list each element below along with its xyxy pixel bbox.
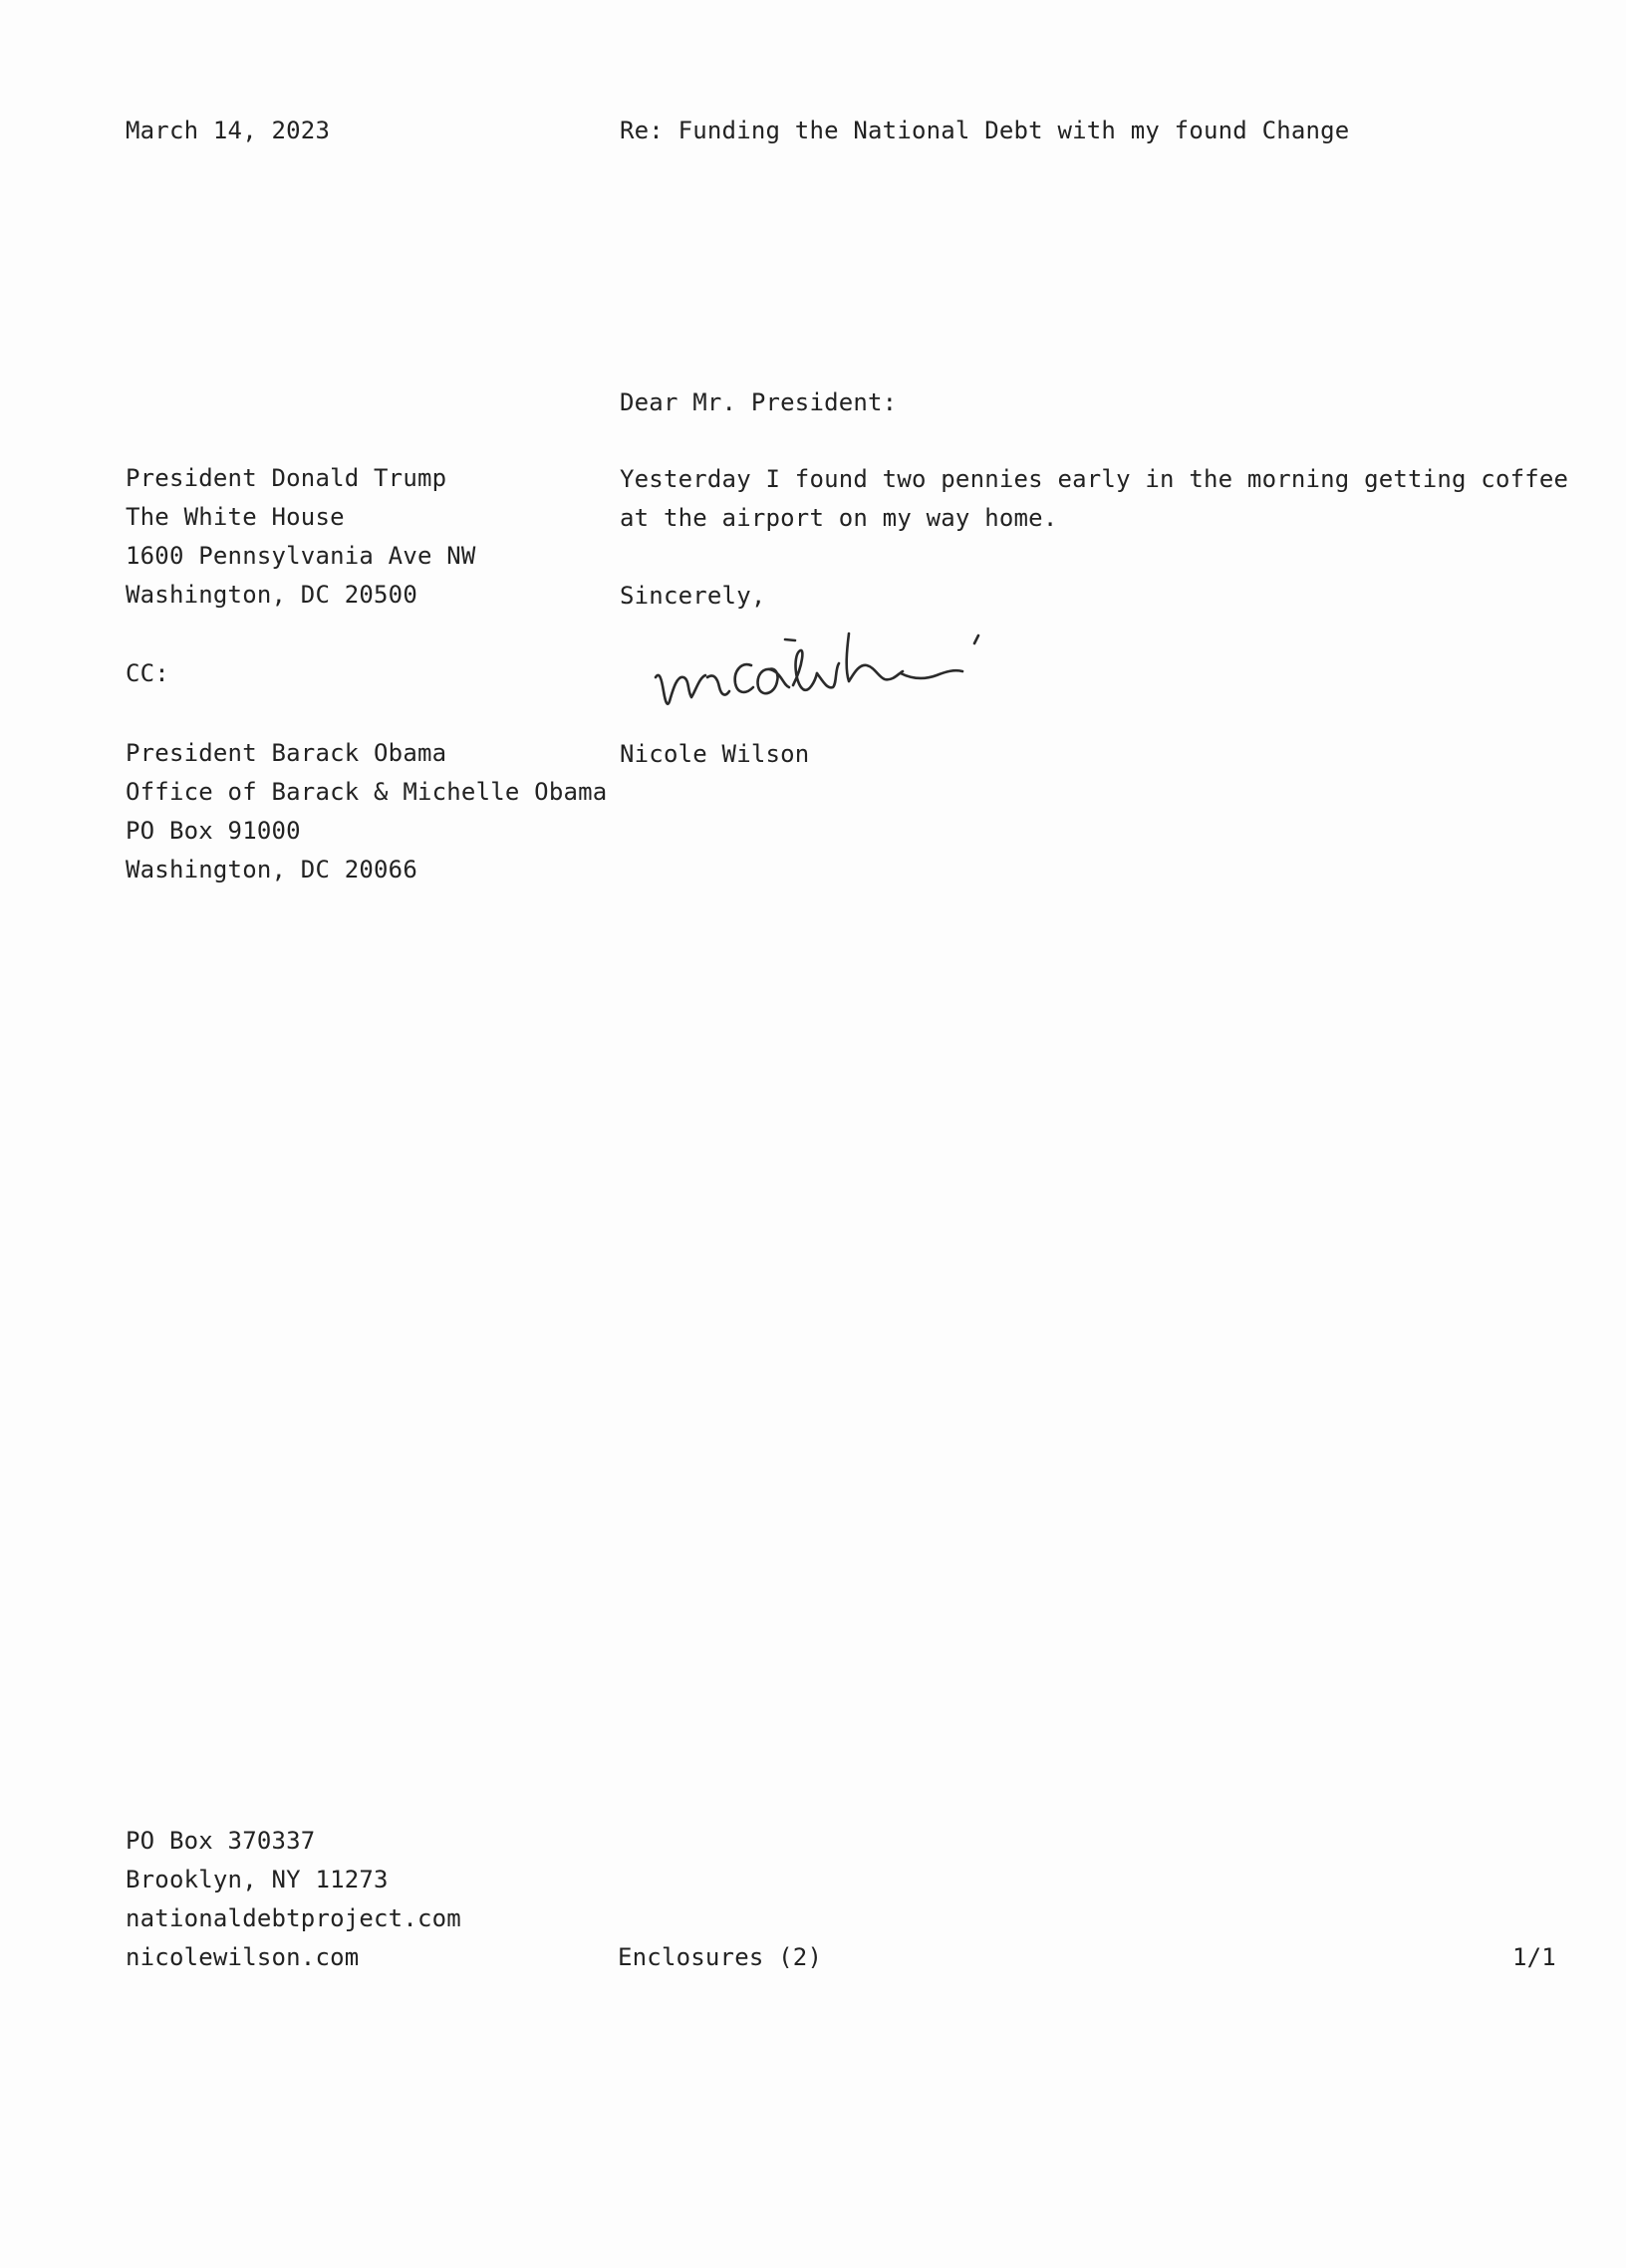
- recipient-address-line: The White House: [126, 503, 345, 531]
- letter-date: March 14, 2023: [126, 117, 331, 144]
- enclosures-note: Enclosures (2): [618, 1943, 823, 1971]
- cc-address-line: President Barack Obama: [126, 739, 447, 767]
- closing: Sincerely,: [620, 582, 766, 610]
- cc-recipient-address: [126, 734, 607, 889]
- letter-subject: Re: Funding the National Debt with my found Change: [620, 117, 1350, 144]
- handwritten-signature: [648, 626, 1006, 725]
- recipient-address-line: President Donald Trump: [126, 464, 447, 492]
- body-line: Yesterday I found two pennies early in the morning getting coffee: [620, 465, 1569, 493]
- sender-footer: [126, 1822, 461, 1977]
- page-number: 1/1: [1512, 1943, 1556, 1971]
- recipient-address-line: Washington, DC 20500: [126, 581, 417, 609]
- recipient-address-line: 1600 Pennsylvania Ave NW: [126, 542, 476, 570]
- sender-line: Brooklyn, NY 11273: [126, 1866, 389, 1893]
- cc-address-line: PO Box 91000: [126, 817, 301, 845]
- body-line: at the airport on my way home.: [620, 504, 1058, 532]
- salutation: Dear Mr. President:: [620, 388, 898, 416]
- signer-name: Nicole Wilson: [620, 740, 810, 768]
- cc-label: CC:: [126, 659, 169, 687]
- sender-line: PO Box 370337: [126, 1827, 316, 1855]
- letter-body: [620, 460, 1568, 538]
- cc-address-line: Washington, DC 20066: [126, 856, 417, 883]
- recipient-address: [126, 459, 476, 615]
- cc-address-line: Office of Barack & Michelle Obama: [126, 778, 608, 806]
- sender-website-link[interactable]: nationaldebtproject.com: [126, 1904, 461, 1932]
- sender-website-link[interactable]: nicolewilson.com: [126, 1943, 360, 1971]
